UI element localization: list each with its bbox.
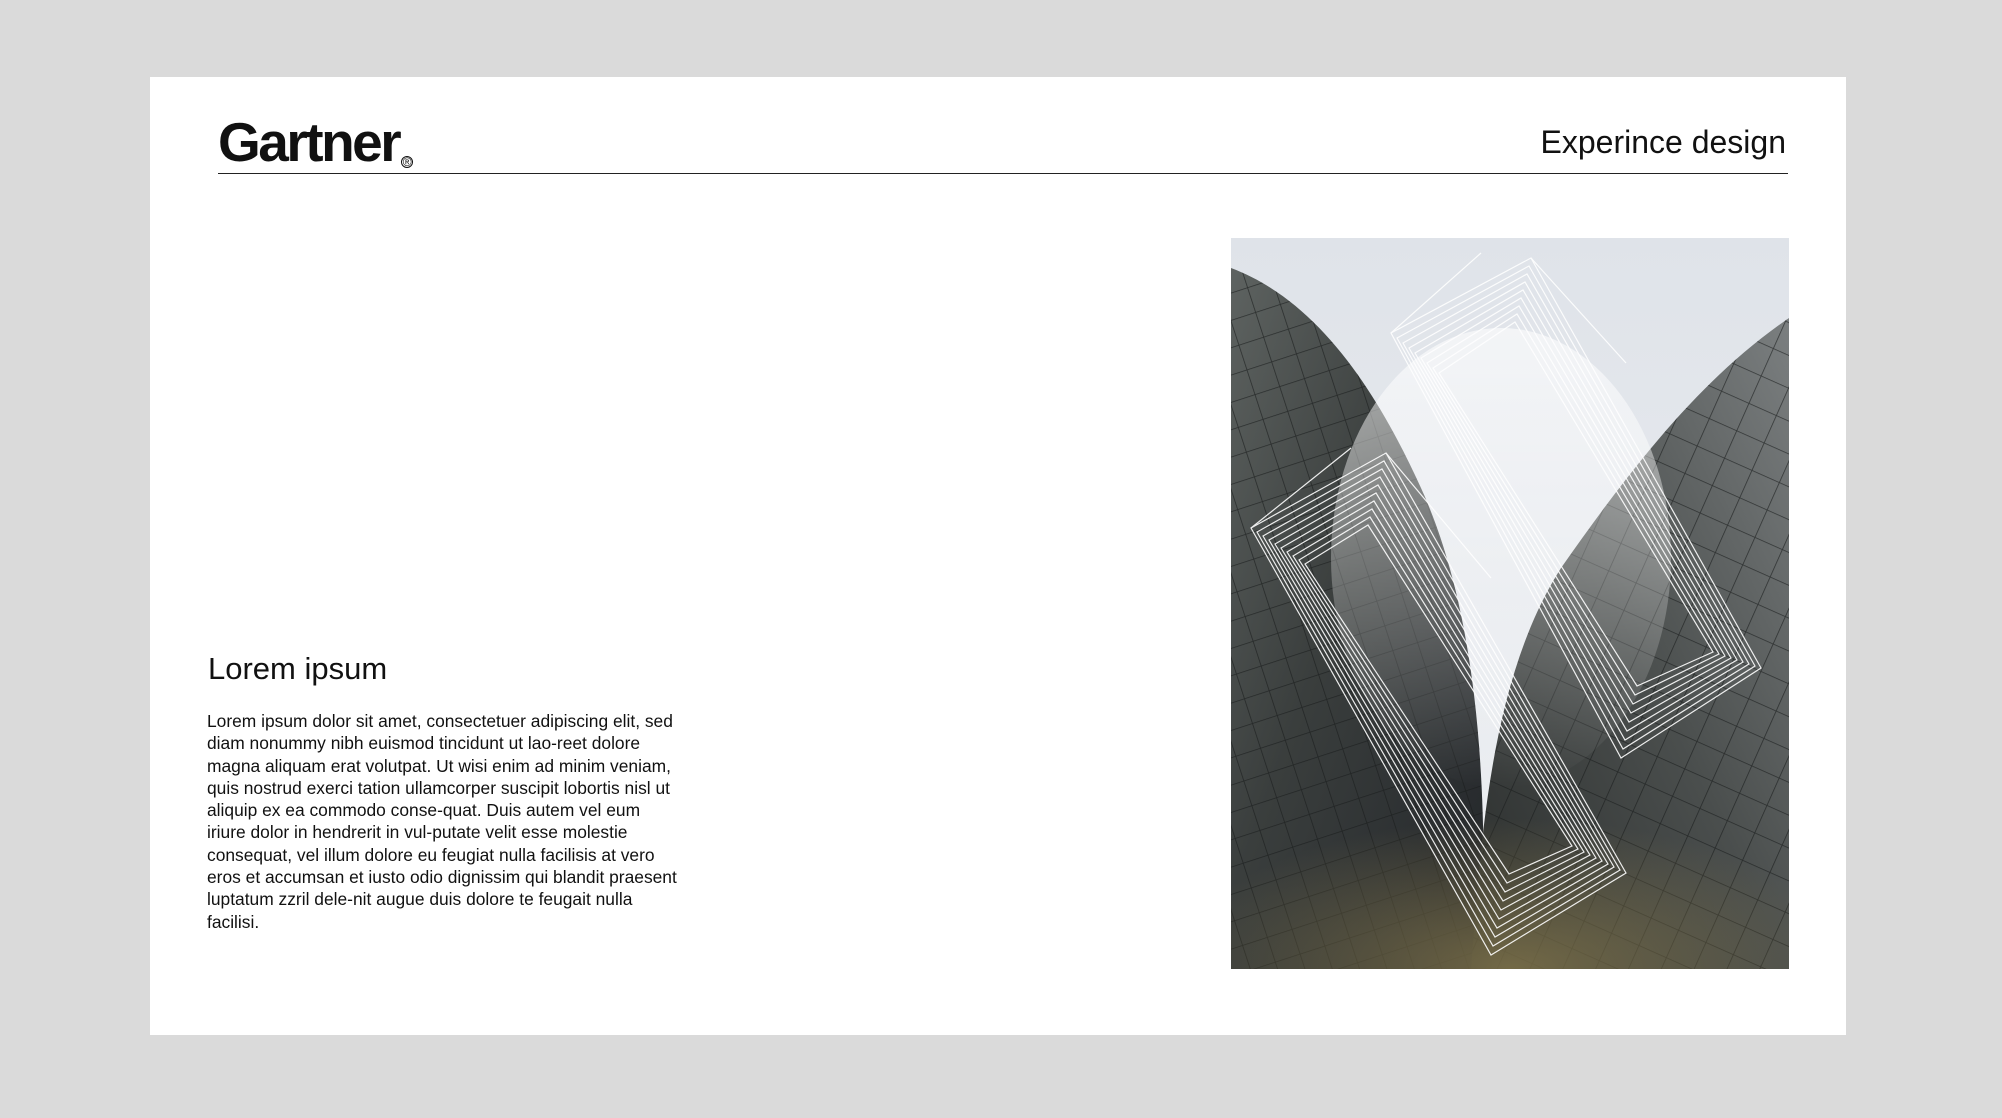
page-title: Experince design	[1540, 124, 1786, 160]
logo-wordmark: Gartner	[218, 111, 400, 173]
building-line-art-image	[1231, 238, 1789, 969]
section-heading: Lorem ipsum	[208, 651, 388, 686]
document-page	[150, 77, 1846, 1035]
registered-mark-icon: ®	[402, 155, 412, 169]
architecture-photo	[1231, 238, 1789, 969]
body-paragraph: Lorem ipsum dolor sit amet, consectetuer adipiscing elit, sed diam nonummy nibh euismod tincidunt ut lao-reet dolore magna aliquam erat volutpat. Ut wisi enim ad minim veniam, quis nostrud exerci tation ullamcorper suscipit lobortis nisl ut aliquip ex ea commodo conse-quat. Duis autem vel eum iriure dolor in hendrerit in vul-putate velit esse molestie consequat, vel illum dolore eu feugiat nulla facilisis at vero eros et accumsan et iusto odio dignissim qui blandit praesent luptatum zzril dele-nit augue duis dolore te feugait nulla facilisi.	[207, 711, 677, 932]
gartner-logo	[218, 110, 413, 173]
header-divider	[218, 173, 1788, 174]
